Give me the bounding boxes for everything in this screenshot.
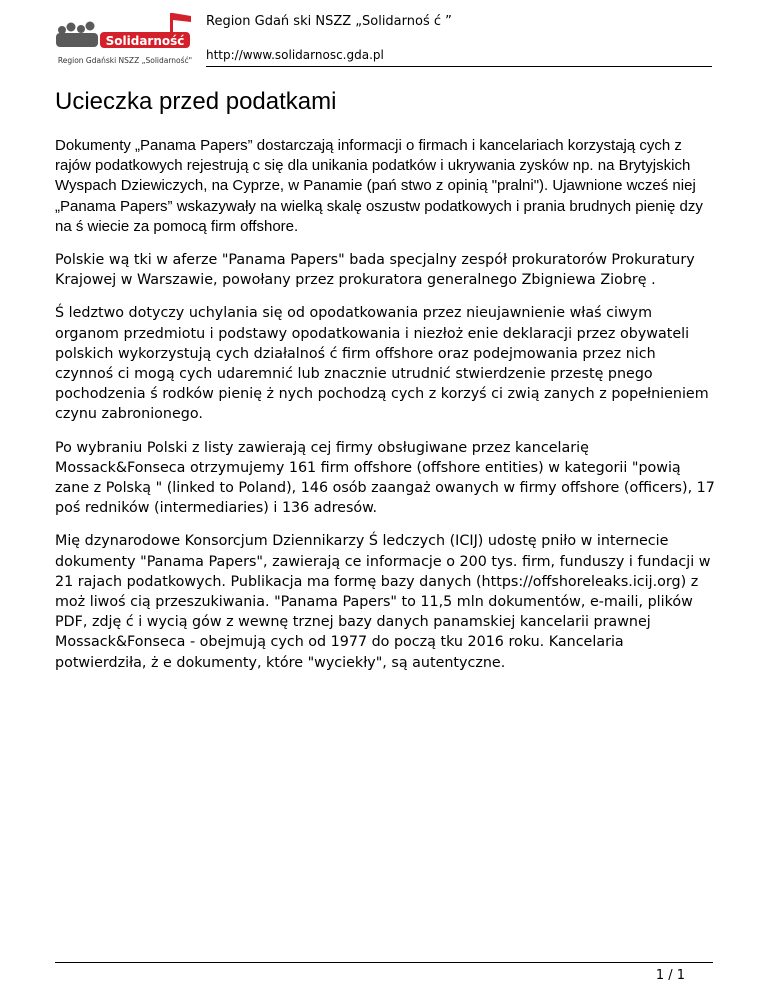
logo-text: Solidarność	[105, 34, 185, 48]
article-body	[55, 136, 715, 686]
logo-caption: Region Gdański NSZZ „Solidarność"	[57, 56, 193, 65]
page-title: Ucieczka przed podatkami	[55, 88, 337, 115]
header-divider	[206, 66, 712, 67]
paragraph: Mię dzynarodowe Konsorcjum Dziennikarzy Ś ledczych (ICIJ) udostę pniło w internecie dokumenty "Panama Papers", zawierają ce informacje o 200 tys. firm, funduszy i fundacji w 21 rajach podatkowych. Publikacja ma formę bazy danych (https://offshoreleaks.icij.org) z moż liwoś cią przeszukiwania. "Panama Papers" to 11,5 mln dokumentów, e-maili, plików PDF, zdję ć i wycią gów z wewnę trznej bazy danych panamskiej kancelarii prawnej Mossack&Fonseca - obejmują cych od 1977 do począ tku 2016 roku. Kancelaria potwierdziła, ż e dokumenty, które "wyciekły", są autentyczne.	[55, 533, 711, 671]
crowd-icon	[56, 22, 98, 48]
page-number: 1 / 1	[655, 968, 685, 983]
header-url[interactable]: http://www.solidarnosc.gda.pl	[206, 48, 384, 62]
header-title: Region Gdań ski NSZZ „Solidarnoś ć ”	[206, 14, 452, 29]
paragraph: Po wybraniu Polski z listy zawierają cej firmy obsługiwane przez kancelarię Mossack&Fonseca otrzymujemy 161 firm offshore (offshore entities) w kategorii "powią zane z Polską " (linked to Poland), 146 osób zaangaż owanych w firmy offshore (officers), 17 poś redników (intermediaries) i 136 adresów.	[55, 439, 715, 517]
paragraph: Dokumenty „Panama Papers” dostarczają informacji o firmach i kancelariach korzystają cych z rajów podatkowych rejestrują c się dla unikania podatków i ukrywania zysków np. na Brytyjskich Wyspach Dziewiczych, na Cyprze, w Panamie (pań stwo z opinią "pralni"). Ujawnione wcześ niej „Panama Papers” wskazywały na wielką skalę oszustw podatkowych i prania brudnych pienię dzy na ś wiecie za pomocą firm offshore.	[55, 137, 703, 235]
paragraph: Ś ledztwo dotyczy uchylania się od opodatkowania przez nieujawnienie właś ciwym organom przedmiotu i podstawy opodatkowania i niezłoż enie deklaracji przez obywateli polskich wykorzystują cych działalnoś ć firm offshore oraz podejmowania przez nich czynnoś ci mogą cych udaremnić lub znacznie utrudnić stwierdzenie przestę pnego pochodzenia ś rodków pienię ż nych pochodzą cych z korzyś ci zwią zanych z popełnieniem czynu zabronionego.	[55, 305, 709, 423]
solidarnosc-logo	[52, 10, 198, 66]
paragraph: Polskie wą tki w aferze "Panama Papers" bada specjalny zespół prokuratorów Prokuratury Krajowej w Warszawie, powołany przez prokuratora generalnego Zbigniewa Ziobrę .	[55, 252, 695, 289]
footer-divider	[55, 962, 713, 963]
page-header	[52, 10, 712, 68]
